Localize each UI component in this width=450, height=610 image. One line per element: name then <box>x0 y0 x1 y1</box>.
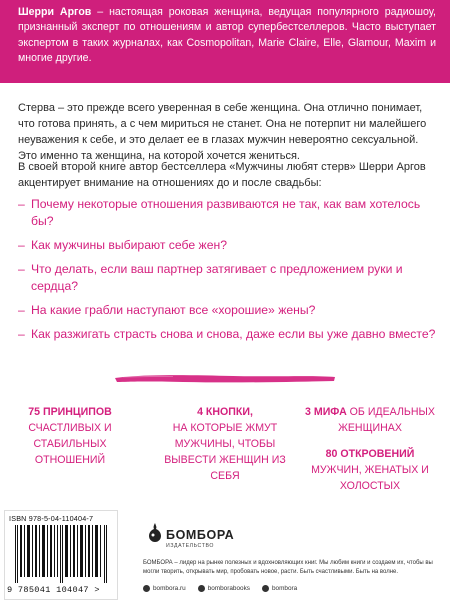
social-website[interactable] <box>143 585 186 592</box>
question-text: Почему некоторые отношения развиваются не так, как вам хотелось бы? <box>31 197 421 228</box>
barcode-icon <box>15 525 109 583</box>
stat-text: НА КОТОРЫЕ ЖМУТ МУЖЧИНЫ, ЧТОБЫ ВЫВЕСТИ ЖЕНЩИН ИЗ СЕБЯ <box>164 422 286 482</box>
intro-paragraph-1: Стерва – это прежде всего уверенная в себе женщина. Она отлично понимает, что готова принять, а с чем мириться не станет. Она не потерпит ни малейшего неуважения к себе, и это делает ее в глазах мужчин невероятно сексуальной. Это именно та женщина, на которой хочется жениться. <box>18 102 427 162</box>
bombora-logo-icon <box>147 522 163 544</box>
question-item <box>18 326 438 343</box>
author-bio-band <box>0 0 450 83</box>
bullet: – <box>18 238 25 252</box>
brush-stroke-divider <box>113 371 338 385</box>
instagram-icon <box>262 585 269 592</box>
questions-list <box>18 196 438 350</box>
intro-paragraph-2: В своей второй книге автор бестселлера «Мужчины любят стерв» Шерри Аргов акцентирует внимание на отношениях до и после свадьбы: <box>18 161 426 189</box>
globe-icon <box>143 585 150 592</box>
bullet: – <box>18 327 25 341</box>
isbn-text: ISBN 978-5-04-110404-7 <box>9 514 94 523</box>
publisher-description: БОМБОРА – лидер на рынке полезных и вдохновляющих книг. Мы любим книги и создаем их, чтобы вы могли творить, открывать мир, пробовать новое, расти. Быть счастливыми. Быть на волне. <box>143 560 433 575</box>
author-bio <box>18 5 436 66</box>
social-links <box>143 585 297 592</box>
social-label: bombora <box>271 585 298 592</box>
question-text: Как мужчины выбирают себе жен? <box>31 238 227 252</box>
publisher-subtitle: ИЗДАТЕЛЬСТВО <box>166 543 215 549</box>
question-text: Как разжигать страсть снова и снова, даже если вы уже давно вместе? <box>31 327 436 341</box>
question-item <box>18 261 438 295</box>
social-label: bomborabooks <box>207 585 250 592</box>
social-vk[interactable] <box>198 585 250 592</box>
question-item <box>18 302 438 319</box>
barcode-area <box>4 510 118 600</box>
stat-buttons <box>150 404 300 484</box>
stat-text: МУЖЧИН, ЖЕНАТЫХ И ХОЛОСТЫХ <box>311 464 429 492</box>
social-instagram[interactable] <box>262 585 297 592</box>
bullet: – <box>18 262 25 276</box>
stat-bold: 4 КНОПКИ, <box>197 406 253 418</box>
barcode-digits: 9 785041 104047 > <box>7 585 100 595</box>
stat-myths <box>300 404 440 436</box>
question-item <box>18 237 438 254</box>
publisher-brand: БОМБОРА <box>166 528 235 542</box>
stat-text: ОБ ИДЕАЛЬНЫХ ЖЕНЩИНАХ <box>338 406 435 434</box>
stat-text: СЧАСТЛИВЫХ И СТАБИЛЬНЫХ ОТНОШЕНИЙ <box>28 422 112 466</box>
stat-bold: 3 МИФА <box>305 406 347 418</box>
social-label: bombora.ru <box>153 585 186 592</box>
stat-revelations <box>300 446 440 494</box>
stat-bold: 80 ОТКРОВЕНИЙ <box>325 448 415 460</box>
author-name: Шерри Аргов <box>18 6 92 18</box>
stat-bold: 75 ПРИНЦИПОВ <box>28 406 112 418</box>
vk-icon <box>198 585 205 592</box>
question-item <box>18 196 438 230</box>
question-text: На какие грабли наступают все «хорошие» жены? <box>31 303 316 317</box>
bullet: – <box>18 303 25 317</box>
stat-principles <box>10 404 130 468</box>
bullet: – <box>18 197 25 211</box>
question-text: Что делать, если ваш партнер затягивает с предложением руки и сердца? <box>31 262 403 293</box>
author-bio-text: – настоящая роковая женщина, ведущая популярного радиошоу, признанный эксперт по отношениям и автор супербестселлеров. Часто выступает экспертом в таких журналах, как Cosmopolitan, Marie Claire, Elle, Glamour, Maxim и многие другие. <box>18 6 436 64</box>
